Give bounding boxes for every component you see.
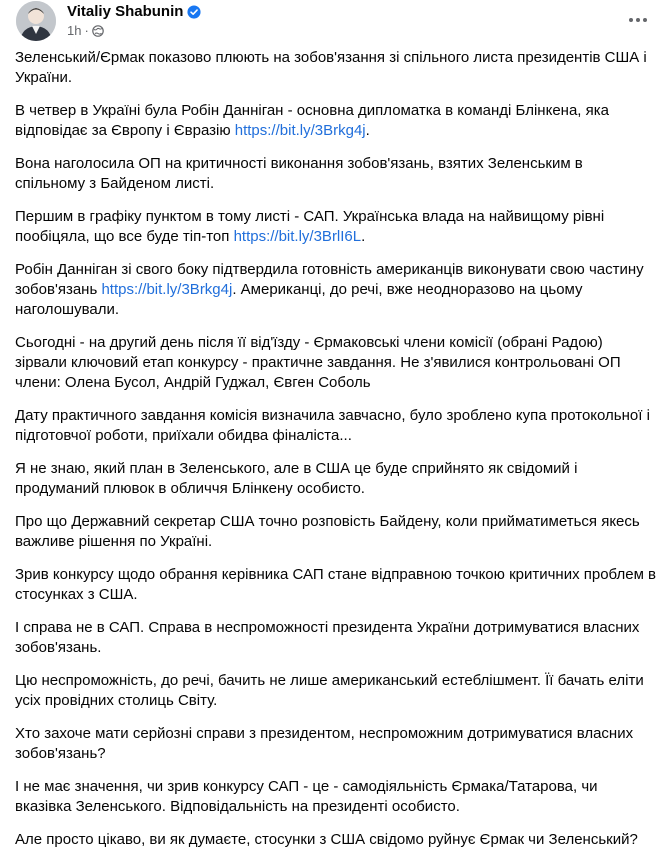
post-paragraph: [15, 830, 657, 850]
paragraph-text: Першим в графіку пунктом в тому листі - САП. Українська влада на найвищому рівні пообіцяла, що все буде тіп-топ: [15, 208, 605, 245]
paragraph-text: . Американці, до речі, вже неодноразово на цьому наголошували.: [15, 281, 583, 318]
paragraph-text: І справа не в САП. Справа в неспроможності президента України дотримуватися власних зобов'язань.: [15, 619, 640, 656]
post-paragraph: [15, 618, 657, 658]
paragraph-text: Робін Данніган зі свого боку підтвердила готовність американців виконувати свою частину зобов'язань: [15, 261, 644, 298]
post-paragraph: [15, 154, 657, 194]
paragraph-text: Хто захоче мати серйозні справи з президентом, неспроможним дотримуватися власних зобов'язань?: [15, 725, 634, 762]
author-name[interactable]: Vitaliy Shabunin: [67, 3, 184, 20]
post-link[interactable]: https://bit.ly/3BrlI6L: [233, 228, 362, 245]
author-line: [67, 3, 201, 20]
post-paragraph: [15, 260, 657, 320]
paragraph-text: І не має значення, чи зрив конкурсу САП - це - самодіяльність Єрмака/Татарова, чи вказівка Зеленського. Відповідальність на президенті особисто.: [15, 778, 598, 815]
paragraph-text: .: [365, 122, 370, 139]
post-link[interactable]: https://bit.ly/3Brkg4j: [101, 281, 233, 298]
post-paragraph: [15, 101, 657, 141]
post-paragraph: [15, 48, 657, 88]
post-paragraph: [15, 777, 657, 817]
post-paragraph: [15, 406, 657, 446]
post-timestamp[interactable]: 1h: [67, 23, 82, 38]
paragraph-text: .: [361, 228, 366, 245]
paragraph-text: Зеленський/Єрмак показово плюють на зобов'язання зі спільного листа президентів США і України.: [15, 49, 647, 86]
verified-badge-icon: [187, 5, 201, 19]
post-paragraph: [15, 207, 657, 247]
paragraph-text: В четвер в Україні була Робін Данніган - основна дипломатка в команді Блінкена, яка відповідає за Європу і Євразію: [15, 102, 609, 139]
more-options-icon: [629, 18, 633, 22]
post-paragraph: [15, 512, 657, 552]
paragraph-text: Але просто цікаво, ви як думаєте, стосунки з США свідомо руйнує Єрмак чи Зеленський?: [15, 831, 638, 848]
post-link[interactable]: https://bit.ly/3Brkg4j: [234, 122, 366, 139]
paragraph-text: Про що Державний секретар США точно розповість Байдену, коли прийматиметься якесь важливе рішення по Україні.: [15, 513, 640, 550]
paragraph-text: Я не знаю, який план в Зеленського, але в США це буде сприйнято як свідомий і продуманий плювок в обличчя Блінкену особисто.: [15, 460, 578, 497]
meta-separator: ·: [84, 23, 89, 38]
post-paragraph: [15, 565, 657, 605]
more-options-button[interactable]: [622, 4, 654, 36]
post-body: [15, 48, 657, 863]
post-paragraph: [15, 459, 657, 499]
paragraph-text: Вона наголосила ОП на критичності виконання зобов'язань, взятих Зеленським в спільному з Байденом листі.: [15, 155, 583, 192]
author-avatar[interactable]: [16, 1, 56, 41]
globe-icon[interactable]: [92, 25, 104, 37]
profile-photo-icon: [16, 1, 56, 41]
post-paragraph: [15, 671, 657, 711]
post-paragraph: [15, 333, 657, 393]
paragraph-text: Дату практичного завдання комісія визначила завчасно, було зроблено купа протокольної і підготовчої роботи, приїхали обидва фіналіста...: [15, 407, 650, 444]
more-options-icon: [643, 18, 647, 22]
post-meta: [67, 23, 104, 38]
more-options-icon: [636, 18, 640, 22]
paragraph-text: Сьогодні - на другий день після її від'їзду - Єрмаковські члени комісії (обрані Радою) зірвали ключовий етап конкурсу - практичне завдання. Не з'явилися контрольовані ОП члени: Олена Бусол, Андрій Гуджал, Євген Соболь: [15, 334, 621, 391]
paragraph-text: Цю неспроможність, до речі, бачить не лише американський естеблішмент. Її бачать еліти усіх провідних столиць Світу.: [15, 672, 644, 709]
post-paragraph: [15, 724, 657, 764]
post-header: [15, 0, 654, 44]
paragraph-text: Зрив конкурсу щодо обрання керівника САП стане відправною точкою критичних проблем в стосунках з США.: [15, 566, 657, 603]
